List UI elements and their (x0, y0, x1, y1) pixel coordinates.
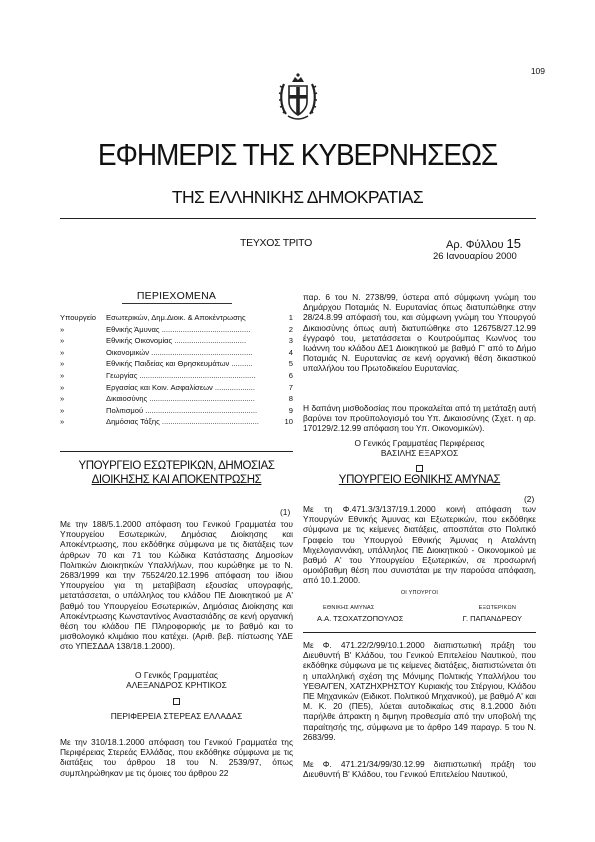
toc-entry: Δικαιοσύνης .................................................. (106, 394, 255, 404)
sheet-label: Αρ. Φύλλου (446, 239, 504, 251)
toc-ditto: » (60, 336, 65, 346)
ministry-title-line1: ΥΠΟΥΡΓΕΙΟ ΕΣΩΤΕΡΙΚΩΝ, ΔΗΜΟΣΙΑΣ (78, 460, 275, 472)
decision-paragraph: Με τη Φ.471.3/3/137/19.1.2000 κοινή απόφαση των Υπουργών Εθνικής Άμυνας και Εξωτερικών, που εκδόθηκε σύμφωνα με τις κείμενες διατάξεις, αποσπάται στο Πολιτικό Γραφείο του Υπουργού Εθνικής Άμυνας η Αταλάντη Μιχελογιαννάκη, υπάλληλος ΠΕ Διοικητικού - Οικονομικού με βαθμό Α' του Υπουργείου Εξωτερικών, σε προσωρινή ομοιόβαθμη θέση που συνιστάται με την παρούσα απόφαση, από 10.1.2000. (303, 504, 536, 586)
greek-coat-of-arms-emblem (278, 68, 318, 126)
decision-paragraph: Με την 188/5.1.2000 απόφαση του Γενικού Γραμματέα του Υπουργείου Εσωτερικών, Δημόσιας Διοίκησης και Αποκέντρωσης, που εκδόθηκε σύμφωνα με τις διατάξεις των άρθρων 70 και 71 του Κώδικα Κατάστασης Δημοσίων Πολιτικών Διοικητικών Υπαλλήλων, που κυρώθηκε με το Ν. 2683/1999 και την 75524/20.12.1996 απόφαση του ίδιου Υπουργείου για τη μεταβίβαση εξουσίας υπογραφής, μετατάσσεται, ο υπάλληλος του κλάδου ΠΕ Διοικητικού με Α' βαθμό του Υπουργείου Εσωτερικών, Δημόσιας Διοίκησης και Αποκέντρωσης Κωνσταντίνος Αναστασιάδης σε κενή οργανική θέση του κλάδου ΠΕ Πληροφορικής με το βαθμό και το μισθολογικό κλιμάκιο που κατέχει. (Αριθ. βεβ. πίστωσης ΥΔΕ στο ΥΠΕΣΔΔΑ 138/18.1.2000). (60, 519, 293, 652)
signature-role: Ο Γενικός Γραμματέας (135, 670, 218, 680)
minister-role: ΕΞΩΤΕΡΙΚΩΝ (478, 605, 516, 611)
minister-name: Α.Α. ΤΣΟΧΑΤΖΟΠΟΥΛΟΣ (317, 614, 404, 623)
page-number: 109 (530, 66, 545, 76)
decision-paragraph: Με Φ. 471.21/34/99/30.12.99 διαπιστωτική πράξη του Διευθυντή Β' Κλάδου, του Γενικού Επιτελείου Ναυτικού, (303, 759, 536, 780)
contents-title: ΠΕΡΙΕΧΟΜΕΝΑ (136, 290, 217, 302)
minister-role: ΕΘΝΙΚΗΣ ΑΜΥΝΑΣ (323, 605, 375, 611)
ministry-title-line2: ΔΙΟΙΚΗΣΗΣ ΚΑΙ ΑΠΟΚΕΝΤΡΩΣΗΣ (91, 474, 262, 486)
toc-page: 5 (288, 359, 293, 369)
signature-name: ΑΛΕΞΑΝΔΡΟΣ ΚΡΗΤΙΚΟΣ (126, 680, 227, 690)
toc-page: 8 (288, 394, 293, 404)
ministry-defence-title (303, 473, 536, 487)
toc-entry: Οικονομικών ................................................ (106, 347, 253, 357)
item-number: (1) (280, 507, 291, 517)
toc-entry: Εθνικής Οικονομίας .................................. (106, 336, 247, 346)
toc-entry: Δημόσιας Τάξης .............................................. (106, 417, 259, 427)
contents-row[interactable] (60, 406, 293, 418)
contents-row[interactable] (60, 371, 293, 383)
toc-entry: Εθνικής Άμυνας .......................................... (106, 324, 251, 334)
toc-entry: Εθνικής Παιδείας και Θρησκευμάτων .......... (106, 359, 253, 369)
toc-ditto: » (60, 359, 65, 369)
toc-page: 6 (288, 370, 293, 380)
toc-page: 3 (288, 336, 293, 346)
ministry-interior-title (60, 459, 293, 487)
toc-page: 1 (288, 313, 293, 322)
toc-ministry: Υπουργείο (60, 313, 96, 322)
signature-name: ΒΑΣΙΛΗΣ ΕΞΑΡΧΟΣ (380, 448, 459, 458)
toc-entry: Πολιτισμού ..................................................... (106, 405, 258, 415)
toc-ditto: » (60, 405, 65, 415)
ministers-label: ΟΙ ΥΠΟΥΡΓΟΙ (400, 590, 439, 596)
decision-paragraph: Με Φ. 471.22/2/99/10.1.2000 διαπιστωτική πράξη του Διευθυντή Β' Κλάδου, του Γενικού Επιτελείου Ναυτικού, που εκδόθηκε σύμφωνα με τις κείμενες διατάξεις, διαπιστώνεται ότι η υπαλληλική σχέση της Μόνιμης Πολιτικής Υπαλλήλου του ΥΕΘΑ/ΓΕΝ, ΧΑΤΖΗΧΡΗΣΤΟΥ Κυριακής του Στέργιου, Κλάδου ΠΕ Μηχανικών (Ειδικοτ. Πολιτικού Μηχανικού), με βαθμό Α' και Μ. Κ. 20 (ΠΕ5), λύεται αυτοδικαίως στις 8.1.2000 διότι παρήλθε άπρακτη η διμηνη προθεσμία από την υποβολή της παραίτησής της, σύμφωνα με το άρθρο 149 παραγρ. 5 του Ν. 2683/99. (303, 640, 536, 742)
square-marker-icon (60, 692, 293, 710)
contents-list (60, 313, 293, 429)
item-number: (2) (524, 494, 535, 504)
contents-row[interactable] (60, 336, 293, 348)
section-separator (303, 632, 536, 633)
contents-row[interactable] (60, 325, 293, 337)
toc-entry: Εργασίας και Κοιν. Ασφαλίσεων ................... (106, 382, 256, 392)
contents-row[interactable] (60, 417, 293, 429)
contents-row[interactable] (60, 394, 293, 406)
toc-entry: Γεωργίας ....................................................... (106, 370, 256, 380)
continued-paragraph: παρ. 6 του Ν. 2738/99, ύστερα από σύμφωνη γνώμη του Δημάρχου Ποταμιάς Ν. Ευρυτανίας όπως διατυπώθηκε στην 28/24.8.99 απόφασή του, και σύμφωνη γνώμη του Υπουργού Δικαιοσύνης όπως αυτή διατυπώθηκε στο 126758/27.12.99 έγγραφό του, μετατάσσεται ο Κουτρούμπας Κων/νος του Ιωάννη του κλάδου ΔΕ1 Διοικητικού με βαθμό Γ' από το Δήμο Ποταμιάς Ν. Ευρυτανίας σε κενή οργανική θέση δικαστικού υπαλλήλου του Πρωτοδικείου Ευρυτανίας. (303, 292, 536, 374)
ministers-roles (303, 605, 536, 611)
toc-page: 4 (288, 347, 293, 357)
contents-row[interactable] (60, 313, 293, 325)
ministers-names (303, 614, 536, 623)
minister-name: Γ. ΠΑΠΑΝΔΡΕΟΥ (462, 614, 522, 623)
toc-page: 7 (288, 382, 293, 392)
contents-row[interactable] (60, 359, 293, 371)
gazette-subtitle: ΤΗΣ ΕΛΛΗΝΙΚΗΣ ΔΗΜΟΚΡΑΤΙΑΣ (171, 187, 424, 207)
region-title: ΠΕΡΙΦΕΡΕΙΑ ΣΤΕΡΕΑΣ ΕΛΛΑΔΑΣ (110, 711, 243, 721)
signature-role: Ο Γενικός Γραμματέας Περιφέρειας (354, 438, 485, 448)
decision-paragraph: Με την 310/18.1.2000 απόφαση του Γενικού Γραμματέα της Περιφέρειας Στερεάς Ελλάδας, που εκδόθηκε σύμφωνα με τις διατάξεις του άρθρου 18 του Ν. 2539/97, όπως συμπληρώθηκαν με τις όμοιες του άρθρου 22 (60, 737, 293, 778)
cost-paragraph: Η δαπάνη μισθοδοσίας που προκαλείται από τη μετάταξη αυτή βαρύνει τον προϋπολογισμό του Υπ. Δικαιοσύνης (Σχετ. η αρ. 170129/2.12.99 απόφαση του Υπ. Οικονομικών). (303, 403, 536, 434)
toc-ditto: » (60, 382, 65, 392)
gazette-title: ΕΦΗΜΕΡΙΣ ΤΗΣ ΚΥΒΕΡΝΗΣΕΩΣ (97, 138, 498, 172)
sheet-info (446, 236, 521, 251)
issue-type: ΤΕΥΧΟΣ ΤΡΙΤΟ (240, 237, 312, 249)
toc-ditto: » (60, 417, 65, 427)
toc-page: 2 (288, 324, 293, 334)
toc-ditto: » (60, 370, 65, 380)
issue-date: 26 Ιανουαρίου 2000 (433, 251, 517, 262)
toc-ditto: » (60, 394, 65, 404)
header-rule (60, 218, 536, 219)
toc-page: 10 (284, 417, 293, 427)
toc-ditto: » (60, 347, 65, 357)
toc-page: 9 (288, 405, 293, 415)
toc-entry: Εσωτερικών, Δημ.Διοικ. & Αποκέντρωσης (106, 313, 246, 322)
contents-row[interactable] (60, 348, 293, 360)
toc-ditto: » (60, 324, 65, 334)
contents-underline (122, 303, 232, 304)
sheet-number: 15 (506, 236, 521, 251)
section-separator (60, 451, 293, 452)
ministry-title-text: ΥΠΟΥΡΓΕΙΟ ΕΘΝΙΚΗΣ ΑΜΥΝΑΣ (338, 474, 501, 486)
contents-row[interactable] (60, 383, 293, 395)
